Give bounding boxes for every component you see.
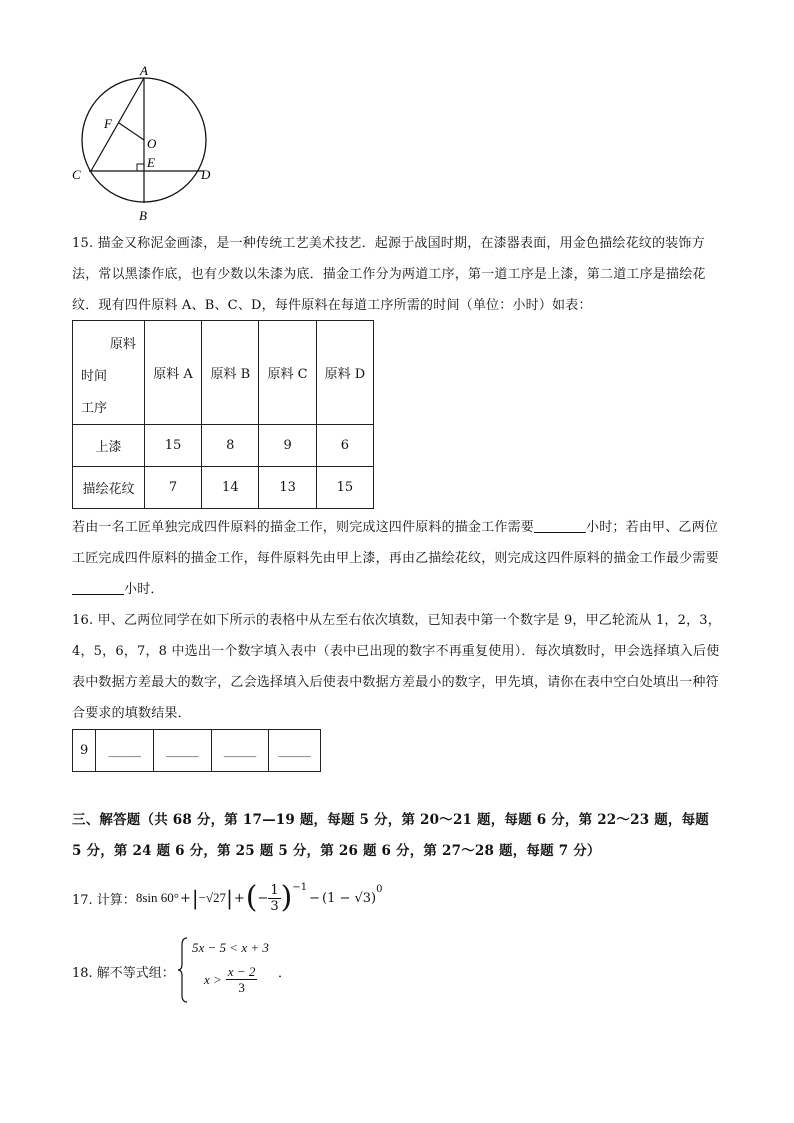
label-c: C — [72, 167, 81, 182]
q16-text: 16. 甲、乙两位同学在如下所示的表格中从左至右依次填数，已知表中第一个数字是 9，甲乙轮流从 1，2，3，4，5，6，7，8 中选出一个数字填入表中（表中已出现的数字不再重复使用）．每次填数时，甲会选择填入后使表中数据方差最大的数字，乙会选择填入后使表中数据方差最小的数字，甲先填，请你在表中空白处填出一种符合要求的填数结果． — [72, 613, 721, 721]
frac-numerator: 1 — [270, 882, 279, 898]
col-header: 原料 B — [202, 321, 259, 425]
table-row — [73, 467, 374, 509]
first-cell: 9 — [73, 730, 96, 772]
q15-question-part1: 若由一名工匠单独完成四件原料的描金工作，则完成这四件原料的描金工作需要 — [72, 520, 535, 535]
q17 — [72, 880, 383, 916]
row-label: 上漆 — [73, 425, 145, 467]
corner-process: 工序 — [81, 401, 108, 416]
q17-paren2: (1 − √3) — [322, 890, 377, 906]
brace — [178, 937, 188, 1003]
q17-minus: − — [309, 890, 320, 906]
label-d: D — [201, 167, 211, 182]
table-cell: 15 — [144, 425, 201, 467]
col-header: 原料 D — [316, 321, 373, 425]
q18-line1: 5x − 5 < x + 3 — [192, 940, 269, 955]
circle-figure — [60, 60, 230, 230]
q15-intro: 15. 描金又称泥金画漆，是一种传统工艺美术技艺．起源于战国时期，在漆器表面，用金色描绘花纹的装饰方法，常以黑漆作底，也有少数以朱漆为底．描金工作分为两道工序，第一道工序是上漆，第二道工序是描绘花纹．现有四件原料 A、B、C、D，每件原料在每道工序所需的时间（单位：小时）如表： — [72, 236, 706, 313]
frac-denominator: 3 — [238, 980, 245, 995]
q17-term1: 8sin 60° — [135, 890, 179, 905]
corner-time: 时间 — [81, 369, 108, 384]
q18-line2 — [204, 964, 257, 995]
exponent-neg1: −1 — [292, 882, 308, 893]
row-label: 描绘花纹 — [73, 467, 145, 509]
q17-abs-inner: −√27 — [198, 890, 227, 905]
frac-numerator: x − 2 — [227, 964, 256, 979]
paren-close: ) — [280, 880, 293, 915]
right-angle-mark — [137, 164, 144, 171]
table-cell: 8 — [202, 425, 259, 467]
abs-close: | — [226, 886, 233, 910]
answer-blank-2[interactable] — [72, 580, 124, 595]
col-header: 原料 A — [144, 321, 201, 425]
blank-cell[interactable]: _____ — [153, 730, 211, 772]
label-f: F — [104, 116, 112, 131]
label-a: A — [140, 63, 148, 78]
label-e: E — [147, 155, 155, 170]
paren-open: ( — [245, 880, 258, 915]
q17-plus: + — [179, 890, 191, 906]
label-b: B — [139, 208, 147, 223]
frac-denominator: 3 — [270, 898, 279, 914]
q15-question-part3: 小时． — [124, 582, 164, 597]
blank-cell[interactable]: _____ — [269, 730, 321, 772]
table-row — [73, 425, 374, 467]
label-o: O — [147, 136, 157, 151]
table-cell: 15 — [316, 467, 373, 509]
table-cell: 13 — [259, 467, 316, 509]
blank-cell[interactable]: _____ — [96, 730, 154, 772]
q17-minus: − — [257, 890, 269, 906]
q17-fraction — [268, 883, 280, 914]
section3-heading: 三、解答题（共 68 分，第 17—19 题，每题 5 分，第 20～21 题，每题 6 分，第 22～23 题，每题 5 分，第 24 题 6 分，第 25 题 5 分，第 26 题 6 分，第 27～28 题，每题 7 分） — [72, 812, 709, 859]
table-cell: 6 — [316, 425, 373, 467]
q15-question — [72, 512, 722, 605]
exponent-zero: 0 — [376, 884, 383, 895]
blank-cell[interactable]: _____ — [211, 730, 269, 772]
segment-ac — [91, 78, 144, 171]
table-cell: 14 — [202, 467, 259, 509]
brace-icon — [178, 937, 188, 1003]
answer-blank-1[interactable] — [534, 518, 586, 533]
table-cell: 9 — [259, 425, 316, 467]
q18-fraction — [226, 964, 258, 995]
corner-material: 原料 — [109, 337, 136, 352]
q18-end: ． — [278, 966, 292, 981]
abs-open: | — [191, 886, 199, 910]
q18-x-gt: x > — [204, 971, 222, 987]
q18-label: 18. 解不等式组： — [72, 966, 175, 981]
table-cell: 7 — [144, 467, 201, 509]
q17-label: 17. 计算： — [72, 892, 136, 908]
q17-plus: + — [233, 890, 245, 906]
q16-table — [72, 729, 321, 772]
col-header: 原料 C — [259, 321, 316, 425]
q15-table — [72, 320, 374, 509]
segment-fo — [119, 123, 144, 140]
q15-question-part2: 小时；若由甲、乙两位工匠完成四件原料的描金工作，每件原料先由甲上漆，再由乙描绘花纹，则完成这四件原料的描金工作最少需要 — [72, 520, 719, 566]
table-corner-cell — [73, 321, 145, 425]
